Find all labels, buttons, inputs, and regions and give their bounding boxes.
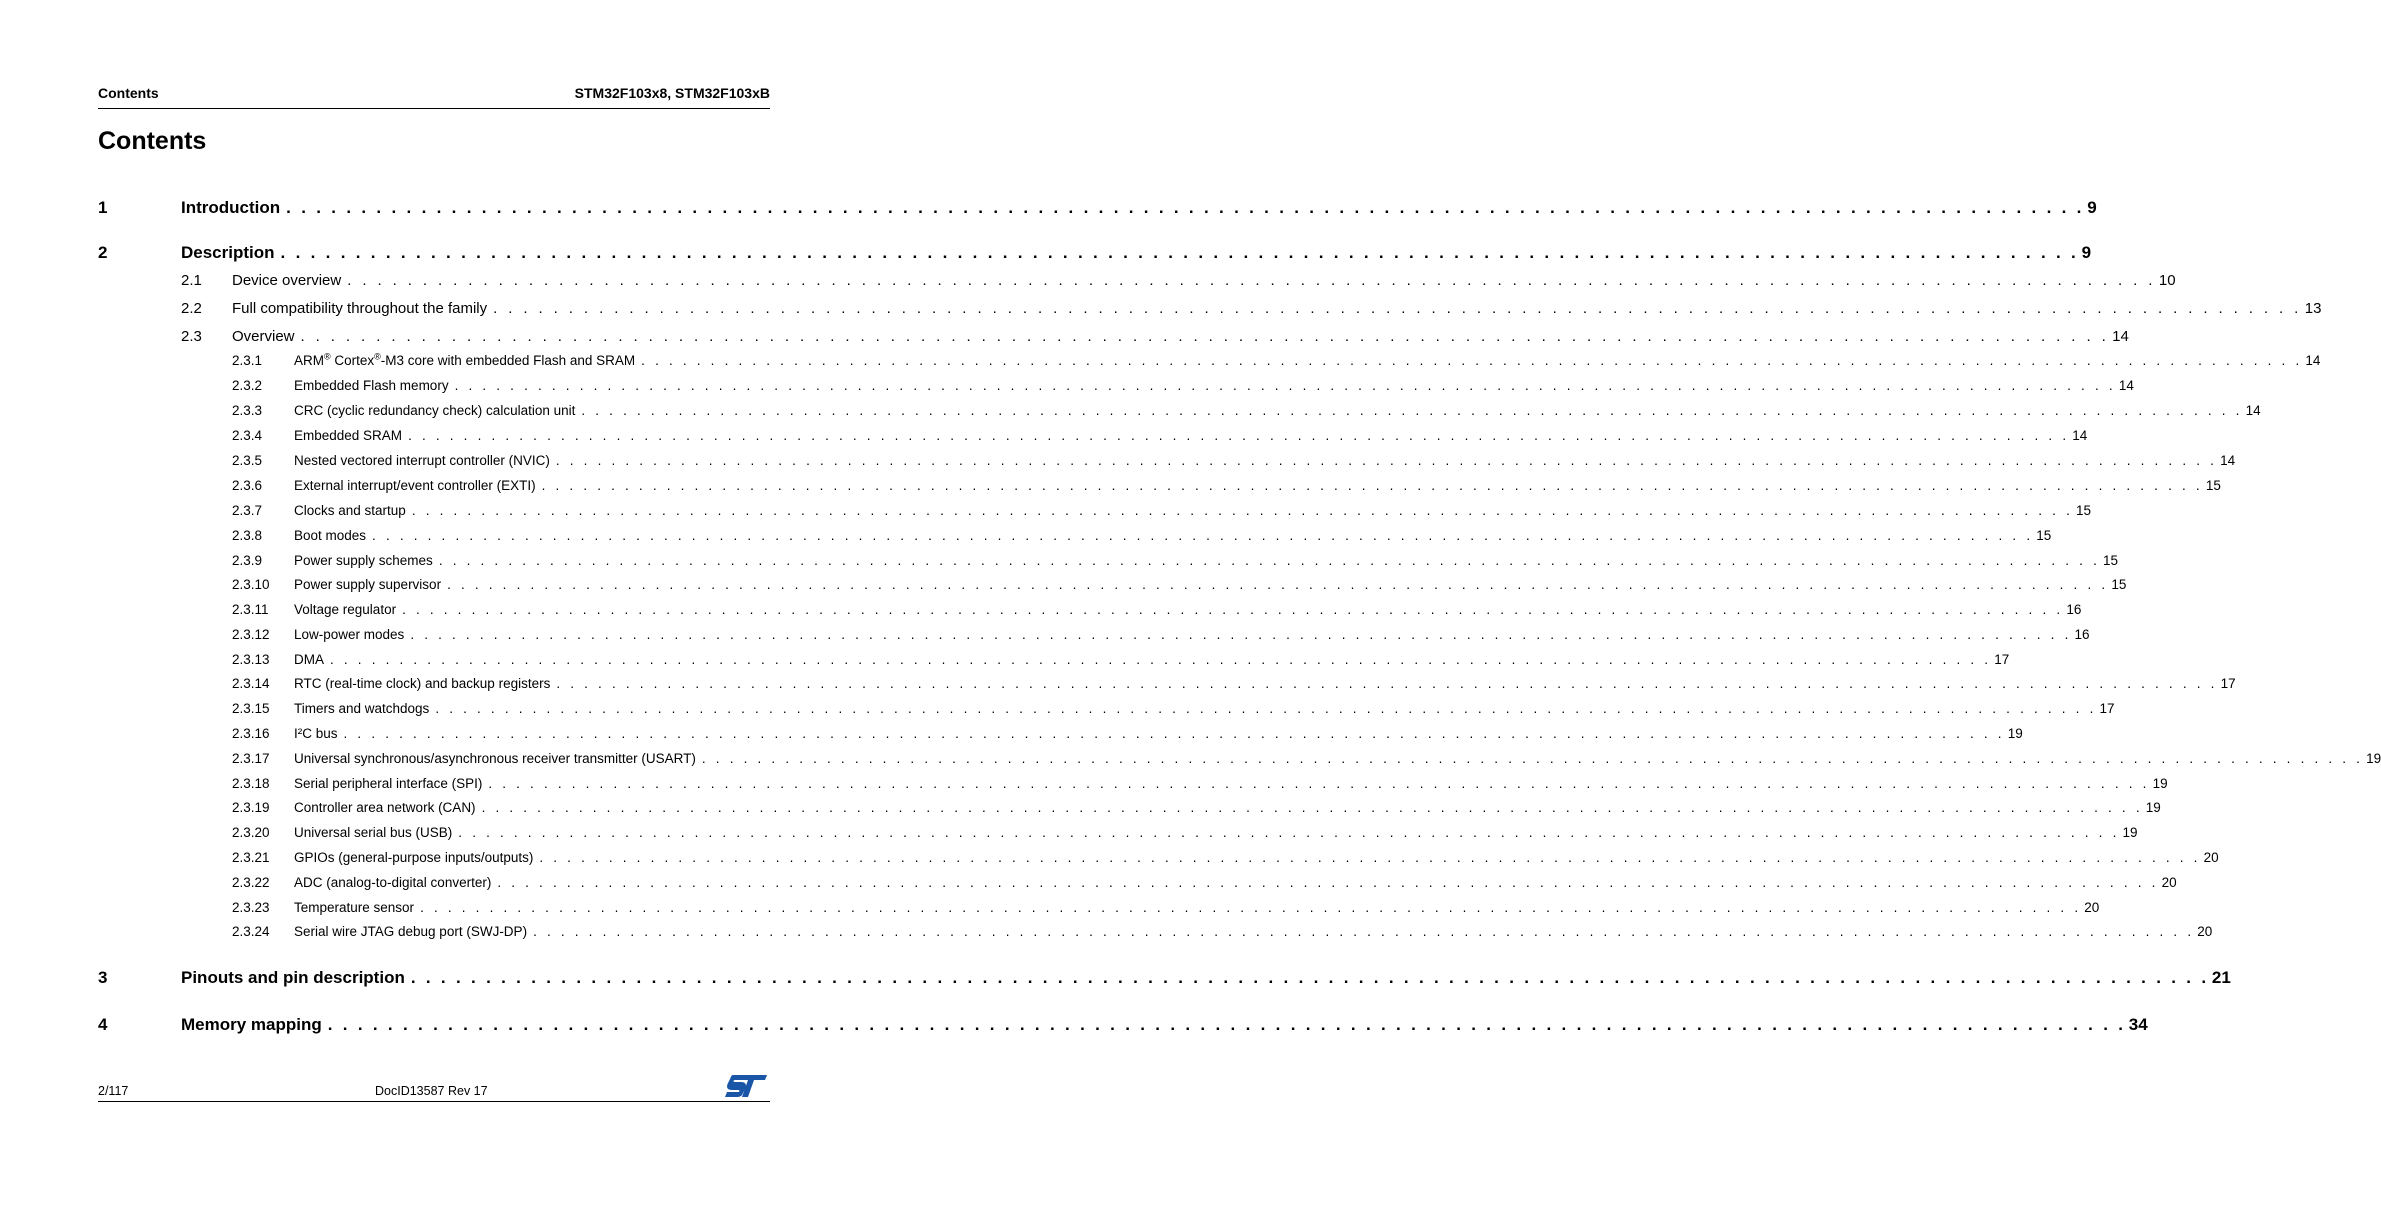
toc-number: 2.3.9 — [232, 553, 263, 568]
toc-title[interactable]: Power supply supervisor — [294, 577, 442, 592]
toc-number: 2.3.19 — [232, 800, 270, 815]
toc-leader-dots: . . . . . . . . . . . . . . . . . . . . . . . . . . . . . . . . . . . . . . . . . . . . . . . . . . . . . . . . . . . . . . . . . . . . . . . . . . . . . . . . . . . . . . . . . . . . . . . . . . . . . . . . . . . . . . . . . . . . . . . . — [286, 198, 2085, 217]
toc-title[interactable]: ARM® Cortex®-M3 core with embedded Flash and SRAM — [294, 351, 636, 368]
toc-title[interactable]: Description — [181, 243, 275, 262]
toc-title[interactable]: Nested vectored interrupt controller (NVIC) — [294, 453, 550, 468]
toc-number: 1 — [98, 198, 108, 217]
toc-number: 2.3.16 — [232, 726, 270, 741]
toc-title[interactable]: Embedded SRAM — [294, 428, 403, 443]
toc-number: 3 — [98, 968, 108, 987]
toc-title[interactable]: Overview — [232, 328, 295, 345]
toc-title[interactable]: Clocks and startup — [294, 503, 406, 518]
toc-page-number[interactable]: 19 — [2145, 800, 2161, 815]
toc-number: 2.1 — [181, 272, 202, 289]
header-doc-title: STM32F103x8, STM32F103xB — [574, 85, 770, 101]
toc-number: 2.3.23 — [232, 900, 270, 915]
toc-leader-dots: . . . . . . . . . . . . . . . . . . . . . . . . . . . . . . . . . . . . . . . . . . . . . . . . . . . . . . . . . . . . . . . . . . . . . . . . . . . . . . . . . . . . . . . . . . . . . . . . . . . . . . . . . . . . . . . . . . . . . . . . — [280, 243, 2079, 262]
toc-title[interactable]: Power supply schemes — [294, 553, 433, 568]
toc-title[interactable]: Full compatibility throughout the family — [232, 300, 488, 317]
toc-title[interactable]: Temperature sensor — [294, 900, 415, 915]
toc-leader-dots: . . . . . . . . . . . . . . . . . . . . . . . . . . . . . . . . . . . . . . . . . . . . . . . . . . . . . . . . . . . . . . . . . . . . . . . . . . . . . . . . . . . . . . . . . . . . . . . . . . . . . . . . . . . . . . . . . . . . . . . . — [641, 353, 2303, 368]
toc-title[interactable]: ADC (analog-to-digital converter) — [294, 875, 492, 890]
toc-number: 2.2 — [181, 300, 202, 317]
toc-number: 2.3.12 — [232, 627, 270, 642]
toc-title[interactable]: CRC (cyclic redundancy check) calculation unit — [294, 403, 576, 418]
toc-page-number[interactable]: 14 — [2072, 428, 2088, 443]
toc-number: 2.3.5 — [232, 453, 263, 468]
toc-page-number[interactable]: 15 — [2111, 577, 2127, 592]
toc-leader-dots: . . . . . . . . . . . . . . . . . . . . . . . . . . . . . . . . . . . . . . . . . . . . . . . . . . . . . . . . . . . . . . . . . . . . . . . . . . . . . . . . . . . . . . . . . . . . . . . . . . . . . . . . . . . . . . . . . . . . . . . . — [458, 825, 2120, 840]
page-title: Contents — [98, 127, 207, 155]
toc-number: 2.3.6 — [232, 478, 263, 493]
toc-number: 2.3.3 — [232, 403, 263, 418]
toc-title[interactable]: Low-power modes — [294, 627, 405, 642]
toc-page-number[interactable]: 20 — [2203, 850, 2219, 865]
toc-leader-dots: . . . . . . . . . . . . . . . . . . . . . . . . . . . . . . . . . . . . . . . . . . . . . . . . . . . . . . . . . . . . . . . . . . . . . . . . . . . . . . . . . . . . . . . . . . . . . . . . . . . . . . . . . . . . . . . . . . . . . . . . — [701, 751, 2364, 766]
toc-page-number[interactable]: 15 — [2036, 528, 2052, 543]
toc-leader-dots: . . . . . . . . . . . . . . . . . . . . . . . . . . . . . . . . . . . . . . . . . . . . . . . . . . . . . . . . . . . . . . . . . . . . . . . . . . . . . . . . . . . . . . . . . . . . . . . . . . . . . . . . . . . . . . . . . . . . . . . . — [556, 676, 2218, 691]
toc-title[interactable]: Pinouts and pin description — [181, 968, 405, 987]
toc-page-number[interactable]: 15 — [2103, 553, 2119, 568]
toc-number: 2.3.1 — [232, 353, 263, 368]
toc-page-number[interactable]: 14 — [2118, 378, 2134, 393]
toc-leader-dots: . . . . . . . . . . . . . . . . . . . . . . . . . . . . . . . . . . . . . . . . . . . . . . . . . . . . . . . . . . . . . . . . . . . . . . . . . . . . . . . . . . . . . . . . . . . . . . . . . . . . . . . . . . . . . . . . . . . . . . . . — [410, 627, 2072, 642]
toc-title[interactable]: Serial wire JTAG debug port (SWJ-DP) — [294, 924, 528, 939]
toc-leader-dots: . . . . . . . . . . . . . . . . . . . . . . . . . . . . . . . . . . . . . . . . . . . . . . . . . . . . . . . . . . . . . . . . . . . . . . . . . . . . . . . . . . . . . . . . . . . . . . . . . . . . . . . . . . . . . . . . . . . . . . . . — [372, 528, 2034, 543]
toc-number: 2.3.18 — [232, 776, 270, 791]
toc-page-number[interactable]: 9 — [2081, 243, 2092, 262]
toc-number: 2.3.24 — [232, 924, 270, 939]
toc-number: 2.3.22 — [232, 875, 270, 890]
toc-title[interactable]: RTC (real-time clock) and backup registers — [294, 676, 551, 691]
toc-page-number[interactable]: 20 — [2084, 900, 2100, 915]
toc-number: 2 — [98, 243, 108, 262]
toc-leader-dots: . . . . . . . . . . . . . . . . . . . . . . . . . . . . . . . . . . . . . . . . . . . . . . . . . . . . . . . . . . . . . . . . . . . . . . . . . . . . . . . . . . . . . . . . . . . . . . . . . . . . . . . . . . . . . . . . . . . . . . . . — [539, 850, 2201, 865]
toc-page-number[interactable]: 15 — [2205, 478, 2221, 493]
toc-number: 2.3.14 — [232, 676, 270, 691]
toc-number: 2.3.20 — [232, 825, 270, 840]
toc-title[interactable]: External interrupt/event controller (EXTI) — [294, 478, 536, 493]
toc-page-number[interactable]: 14 — [2305, 353, 2321, 368]
toc-page-number[interactable]: 20 — [2197, 924, 2213, 939]
toc-title[interactable]: Universal synchronous/asynchronous receiver transmitter (USART) — [294, 751, 696, 766]
toc-leader-dots: . . . . . . . . . . . . . . . . . . . . . . . . . . . . . . . . . . . . . . . . . . . . . . . . . . . . . . . . . . . . . . . . . . . . . . . . . . . . . . . . . . . . . . . . . . . . . . . . . . . . . . . . . . . . . . . . . . . . . . . . — [438, 553, 2101, 568]
toc-number: 2.3.8 — [232, 528, 263, 543]
toc-number: 2.3.10 — [232, 577, 270, 592]
toc-title[interactable]: I²C bus — [294, 726, 338, 741]
toc-leader-dots: . . . . . . . . . . . . . . . . . . . . . . . . . . . . . . . . . . . . . . . . . . . . . . . . . . . . . . . . . . . . . . . . . . . . . . . . . . . . . . . . . . . . . . . . . . . . . . . . . . . . . . . . . . . . . . . . . . . . . . . . — [493, 300, 2302, 317]
toc-leader-dots: . . . . . . . . . . . . . . . . . . . . . . . . . . . . . . . . . . . . . . . . . . . . . . . . . . . . . . . . . . . . . . . . . . . . . . . . . . . . . . . . . . . . . . . . . . . . . . . . . . . . . . . . . . . . . . . . . . . . . . . . — [402, 602, 2064, 617]
footer-divider — [98, 1101, 770, 1102]
toc-leader-dots: . . . . . . . . . . . . . . . . . . . . . . . . . . . . . . . . . . . . . . . . . . . . . . . . . . . . . . . . . . . . . . . . . . . . . . . . . . . . . . . . . . . . . . . . . . . . . . . . . . . . . . . . . . . . . . . . . . . . . . . . — [488, 776, 2150, 791]
toc-title[interactable]: Universal serial bus (USB) — [294, 825, 453, 840]
toc-number: 4 — [98, 1015, 108, 1034]
toc-page-number[interactable]: 17 — [2099, 701, 2115, 716]
toc-leader-dots: . . . . . . . . . . . . . . . . . . . . . . . . . . . . . . . . . . . . . . . . . . . . . . . . . . . . . . . . . . . . . . . . . . . . . . . . . . . . . . . . . . . . . . . . . . . . . . . . . . . . . . . . . . . . . . . . . . . . . . . . — [300, 328, 2110, 345]
toc-page-number[interactable]: 10 — [2158, 272, 2176, 289]
toc-page-number[interactable]: 21 — [2211, 968, 2231, 987]
toc-title[interactable]: Serial peripheral interface (SPI) — [294, 776, 483, 791]
toc-title[interactable]: Timers and watchdogs — [294, 701, 430, 716]
toc-page-number[interactable]: 16 — [2074, 627, 2090, 642]
toc-title[interactable]: Introduction — [181, 198, 281, 217]
toc-number: 2.3.13 — [232, 652, 270, 667]
toc-page-number[interactable]: 19 — [2122, 825, 2138, 840]
toc-number: 2.3.2 — [232, 378, 263, 393]
toc-leader-dots: . . . . . . . . . . . . . . . . . . . . . . . . . . . . . . . . . . . . . . . . . . . . . . . . . . . . . . . . . . . . . . . . . . . . . . . . . . . . . . . . . . . . . . . . . . . . . . . . . . . . . . . . . . . . . . . . . . . . . . . . — [420, 900, 2082, 915]
toc-title[interactable]: Memory mapping — [181, 1015, 322, 1034]
toc-page-number[interactable]: 19 — [2152, 776, 2168, 791]
page-indicator: 2/117 — [98, 1084, 129, 1098]
toc-leader-dots: . . . . . . . . . . . . . . . . . . . . . . . . . . . . . . . . . . . . . . . . . . . . . . . . . . . . . . . . . . . . . . . . . . . . . . . . . . . . . . . . . . . . . . . . . . . . . . . . . . . . . . . . . . . . . . . . . . . . . . . . — [408, 428, 2070, 443]
toc-leader-dots: . . . . . . . . . . . . . . . . . . . . . . . . . . . . . . . . . . . . . . . . . . . . . . . . . . . . . . . . . . . . . . . . . . . . . . . . . . . . . . . . . . . . . . . . . . . . . . . . . . . . . . . . . . . . . . . . . . . . . . . . — [581, 403, 2243, 418]
doc-id: DocID13587 Rev 17 — [375, 1084, 488, 1098]
toc-title[interactable]: Voltage regulator — [294, 602, 397, 617]
toc-leader-dots: . . . . . . . . . . . . . . . . . . . . . . . . . . . . . . . . . . . . . . . . . . . . . . . . . . . . . . . . . . . . . . . . . . . . . . . . . . . . . . . . . . . . . . . . . . . . . . . . . . . . . . . . . . . . . . . . . . . . . . . . — [541, 478, 2203, 493]
toc-page-number[interactable]: 16 — [2066, 602, 2082, 617]
header-section-label: Contents — [98, 85, 159, 101]
toc-leader-dots: . . . . . . . . . . . . . . . . . . . . . . . . . . . . . . . . . . . . . . . . . . . . . . . . . . . . . . . . . . . . . . . . . . . . . . . . . . . . . . . . . . . . . . . . . . . . . . . . . . . . . . . . . . . . . . . . . . . . . . . . — [410, 968, 2209, 987]
toc-leader-dots: . . . . . . . . . . . . . . . . . . . . . . . . . . . . . . . . . . . . . . . . . . . . . . . . . . . . . . . . . . . . . . . . . . . . . . . . . . . . . . . . . . . . . . . . . . . . . . . . . . . . . . . . . . . . . . . . . . . . . . . . — [555, 453, 2218, 468]
toc-leader-dots: . . . . . . . . . . . . . . . . . . . . . . . . . . . . . . . . . . . . . . . . . . . . . . . . . . . . . . . . . . . . . . . . . . . . . . . . . . . . . . . . . . . . . . . . . . . . . . . . . . . . . . . . . . . . . . . . . . . . . . . . — [481, 800, 2143, 815]
toc-title[interactable]: GPIOs (general-purpose inputs/outputs) — [294, 850, 534, 865]
toc-number: 2.3.7 — [232, 503, 263, 518]
toc-leader-dots: . . . . . . . . . . . . . . . . . . . . . . . . . . . . . . . . . . . . . . . . . . . . . . . . . . . . . . . . . . . . . . . . . . . . . . . . . . . . . . . . . . . . . . . . . . . . . . . . . . . . . . . . . . . . . . . . . . . . . . . . — [497, 875, 2159, 890]
toc-leader-dots: . . . . . . . . . . . . . . . . . . . . . . . . . . . . . . . . . . . . . . . . . . . . . . . . . . . . . . . . . . . . . . . . . . . . . . . . . . . . . . . . . . . . . . . . . . . . . . . . . . . . . . . . . . . . . . . . . . . . . . . . — [330, 652, 1992, 667]
toc-page-number[interactable]: 34 — [2128, 1015, 2148, 1034]
toc-title[interactable]: DMA — [294, 652, 324, 667]
toc-leader-dots: . . . . . . . . . . . . . . . . . . . . . . . . . . . . . . . . . . . . . . . . . . . . . . . . . . . . . . . . . . . . . . . . . . . . . . . . . . . . . . . . . . . . . . . . . . . . . . . . . . . . . . . . . . . . . . . . . . . . . . . . — [347, 272, 2156, 289]
toc-page-number[interactable]: 17 — [2220, 676, 2236, 691]
toc-page-number[interactable]: 17 — [1994, 652, 2010, 667]
toc-page-number[interactable]: 9 — [2087, 198, 2097, 217]
toc-title[interactable]: Embedded Flash memory — [294, 378, 449, 393]
toc-leader-dots: . . . . . . . . . . . . . . . . . . . . . . . . . . . . . . . . . . . . . . . . . . . . . . . . . . . . . . . . . . . . . . . . . . . . . . . . . . . . . . . . . . . . . . . . . . . . . . . . . . . . . . . . . . . . . . . . . . . . . . . . — [533, 924, 2195, 939]
toc-leader-dots: . . . . . . . . . . . . . . . . . . . . . . . . . . . . . . . . . . . . . . . . . . . . . . . . . . . . . . . . . . . . . . . . . . . . . . . . . . . . . . . . . . . . . . . . . . . . . . . . . . . . . . . . . . . . . . . . . . . . . . . . — [411, 503, 2074, 518]
toc-page-number[interactable]: 19 — [2366, 751, 2381, 766]
toc-number: 2.3.11 — [232, 602, 269, 617]
toc-page-number[interactable]: 14 — [2112, 328, 2129, 345]
toc-number: 2.3.15 — [232, 701, 270, 716]
toc-page-number[interactable]: 13 — [2304, 300, 2322, 317]
toc-page-number[interactable]: 19 — [2007, 726, 2023, 741]
toc-page-number[interactable]: 15 — [2076, 503, 2092, 518]
toc-number: 2.3.4 — [232, 428, 263, 443]
toc-number: 2.3.17 — [232, 751, 270, 766]
toc-leader-dots: . . . . . . . . . . . . . . . . . . . . . . . . . . . . . . . . . . . . . . . . . . . . . . . . . . . . . . . . . . . . . . . . . . . . . . . . . . . . . . . . . . . . . . . . . . . . . . . . . . . . . . . . . . . . . . . . . . . . . . . . — [447, 577, 2109, 592]
toc-leader-dots: . . . . . . . . . . . . . . . . . . . . . . . . . . . . . . . . . . . . . . . . . . . . . . . . . . . . . . . . . . . . . . . . . . . . . . . . . . . . . . . . . . . . . . . . . . . . . . . . . . . . . . . . . . . . . . . . . . . . . . . . — [343, 726, 2005, 741]
toc-title[interactable]: Boot modes — [294, 528, 367, 543]
toc-number: 2.3.21 — [232, 850, 270, 865]
toc-title[interactable]: Device overview — [232, 272, 342, 289]
toc-title[interactable]: Controller area network (CAN) — [294, 800, 476, 815]
toc-leader-dots: . . . . . . . . . . . . . . . . . . . . . . . . . . . . . . . . . . . . . . . . . . . . . . . . . . . . . . . . . . . . . . . . . . . . . . . . . . . . . . . . . . . . . . . . . . . . . . . . . . . . . . . . . . . . . . . . . . . . . . . . — [327, 1015, 2126, 1034]
toc-page-number[interactable]: 14 — [2245, 403, 2261, 418]
toc-number: 2.3 — [181, 328, 202, 345]
toc-leader-dots: . . . . . . . . . . . . . . . . . . . . . . . . . . . . . . . . . . . . . . . . . . . . . . . . . . . . . . . . . . . . . . . . . . . . . . . . . . . . . . . . . . . . . . . . . . . . . . . . . . . . . . . . . . . . . . . . . . . . . . . . — [435, 701, 2097, 716]
st-logo-icon — [724, 1074, 768, 1098]
toc-leader-dots: . . . . . . . . . . . . . . . . . . . . . . . . . . . . . . . . . . . . . . . . . . . . . . . . . . . . . . . . . . . . . . . . . . . . . . . . . . . . . . . . . . . . . . . . . . . . . . . . . . . . . . . . . . . . . . . . . . . . . . . . — [454, 378, 2116, 393]
toc-page-number[interactable]: 20 — [2161, 875, 2177, 890]
toc-page-number[interactable]: 14 — [2220, 453, 2236, 468]
